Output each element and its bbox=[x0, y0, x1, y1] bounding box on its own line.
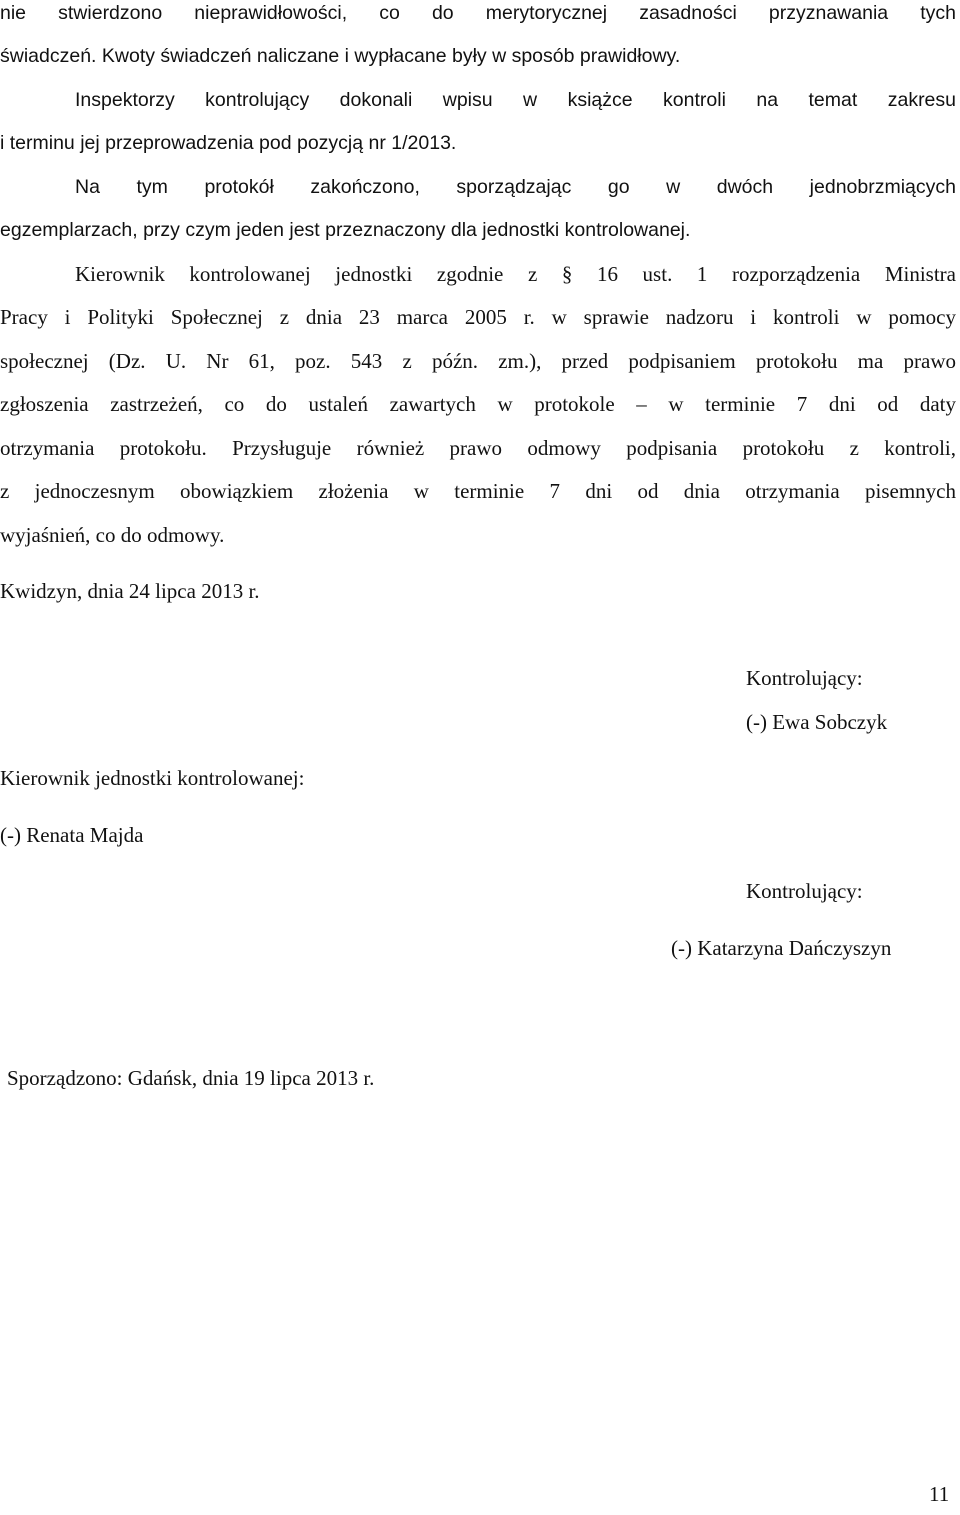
page-number: 11 bbox=[929, 1482, 950, 1506]
text-line: i terminu jej przeprowadzenia pod pozycją nr 1/2013. bbox=[0, 132, 457, 154]
place-date: Kwidzyn, dnia 24 lipca 2013 r. bbox=[0, 579, 260, 603]
inspector-label: Kontrolujący: bbox=[746, 666, 863, 690]
head-signature: (-) Renata Majda bbox=[0, 823, 144, 847]
head-label: Kierownik jednostki kontrolowanej: bbox=[0, 766, 305, 790]
text-line: zgłoszenia zastrzeżeń, co do ustaleń zawartych w protokole – w terminie 7 dni od daty bbox=[0, 392, 956, 416]
inspector-signature: (-) Ewa Sobczyk bbox=[746, 710, 888, 734]
text-line: Na tym protokół zakończono, sporządzając go w dwóch jednobrzmiących bbox=[75, 176, 956, 198]
inspector-label: Kontrolujący: bbox=[746, 879, 863, 903]
text-line: z jednoczesnym obowiązkiem złożenia w terminie 7 dni od dnia otrzymania pisemnych bbox=[0, 479, 956, 503]
text-line: Pracy i Polityki Społecznej z dnia 23 marca 2005 r. w sprawie nadzoru i kontroli w pomocy bbox=[0, 305, 956, 329]
text-line: nie stwierdzono nieprawidłowości, co do merytorycznej zasadności przyznawania tych bbox=[0, 2, 956, 24]
text-line: Kierownik kontrolowanej jednostki zgodnie z § 16 ust. 1 rozporządzenia Ministra bbox=[75, 262, 956, 286]
text-line: egzemplarzach, przy czym jeden jest przeznaczony dla jednostki kontrolowanej. bbox=[0, 219, 691, 241]
prepared-note: Sporządzono: Gdańsk, dnia 19 lipca 2013 r. bbox=[7, 1066, 375, 1090]
text-line: społecznej (Dz. U. Nr 61, poz. 543 z późn. zm.), przed podpisaniem protokołu ma prawo bbox=[0, 349, 956, 373]
text-line: świadczeń. Kwoty świadczeń naliczane i wypłacane były w sposób prawidłowy. bbox=[0, 45, 681, 67]
text-line: wyjaśnień, co do odmowy. bbox=[0, 523, 225, 547]
text-line: Inspektorzy kontrolujący dokonali wpisu w książce kontroli na temat zakresu bbox=[75, 89, 956, 111]
text-line: otrzymania protokołu. Przysługuje również prawo odmowy podpisania protokołu z kontroli, bbox=[0, 436, 956, 460]
inspector-signature: (-) Katarzyna Dańczyszyn bbox=[671, 936, 892, 960]
